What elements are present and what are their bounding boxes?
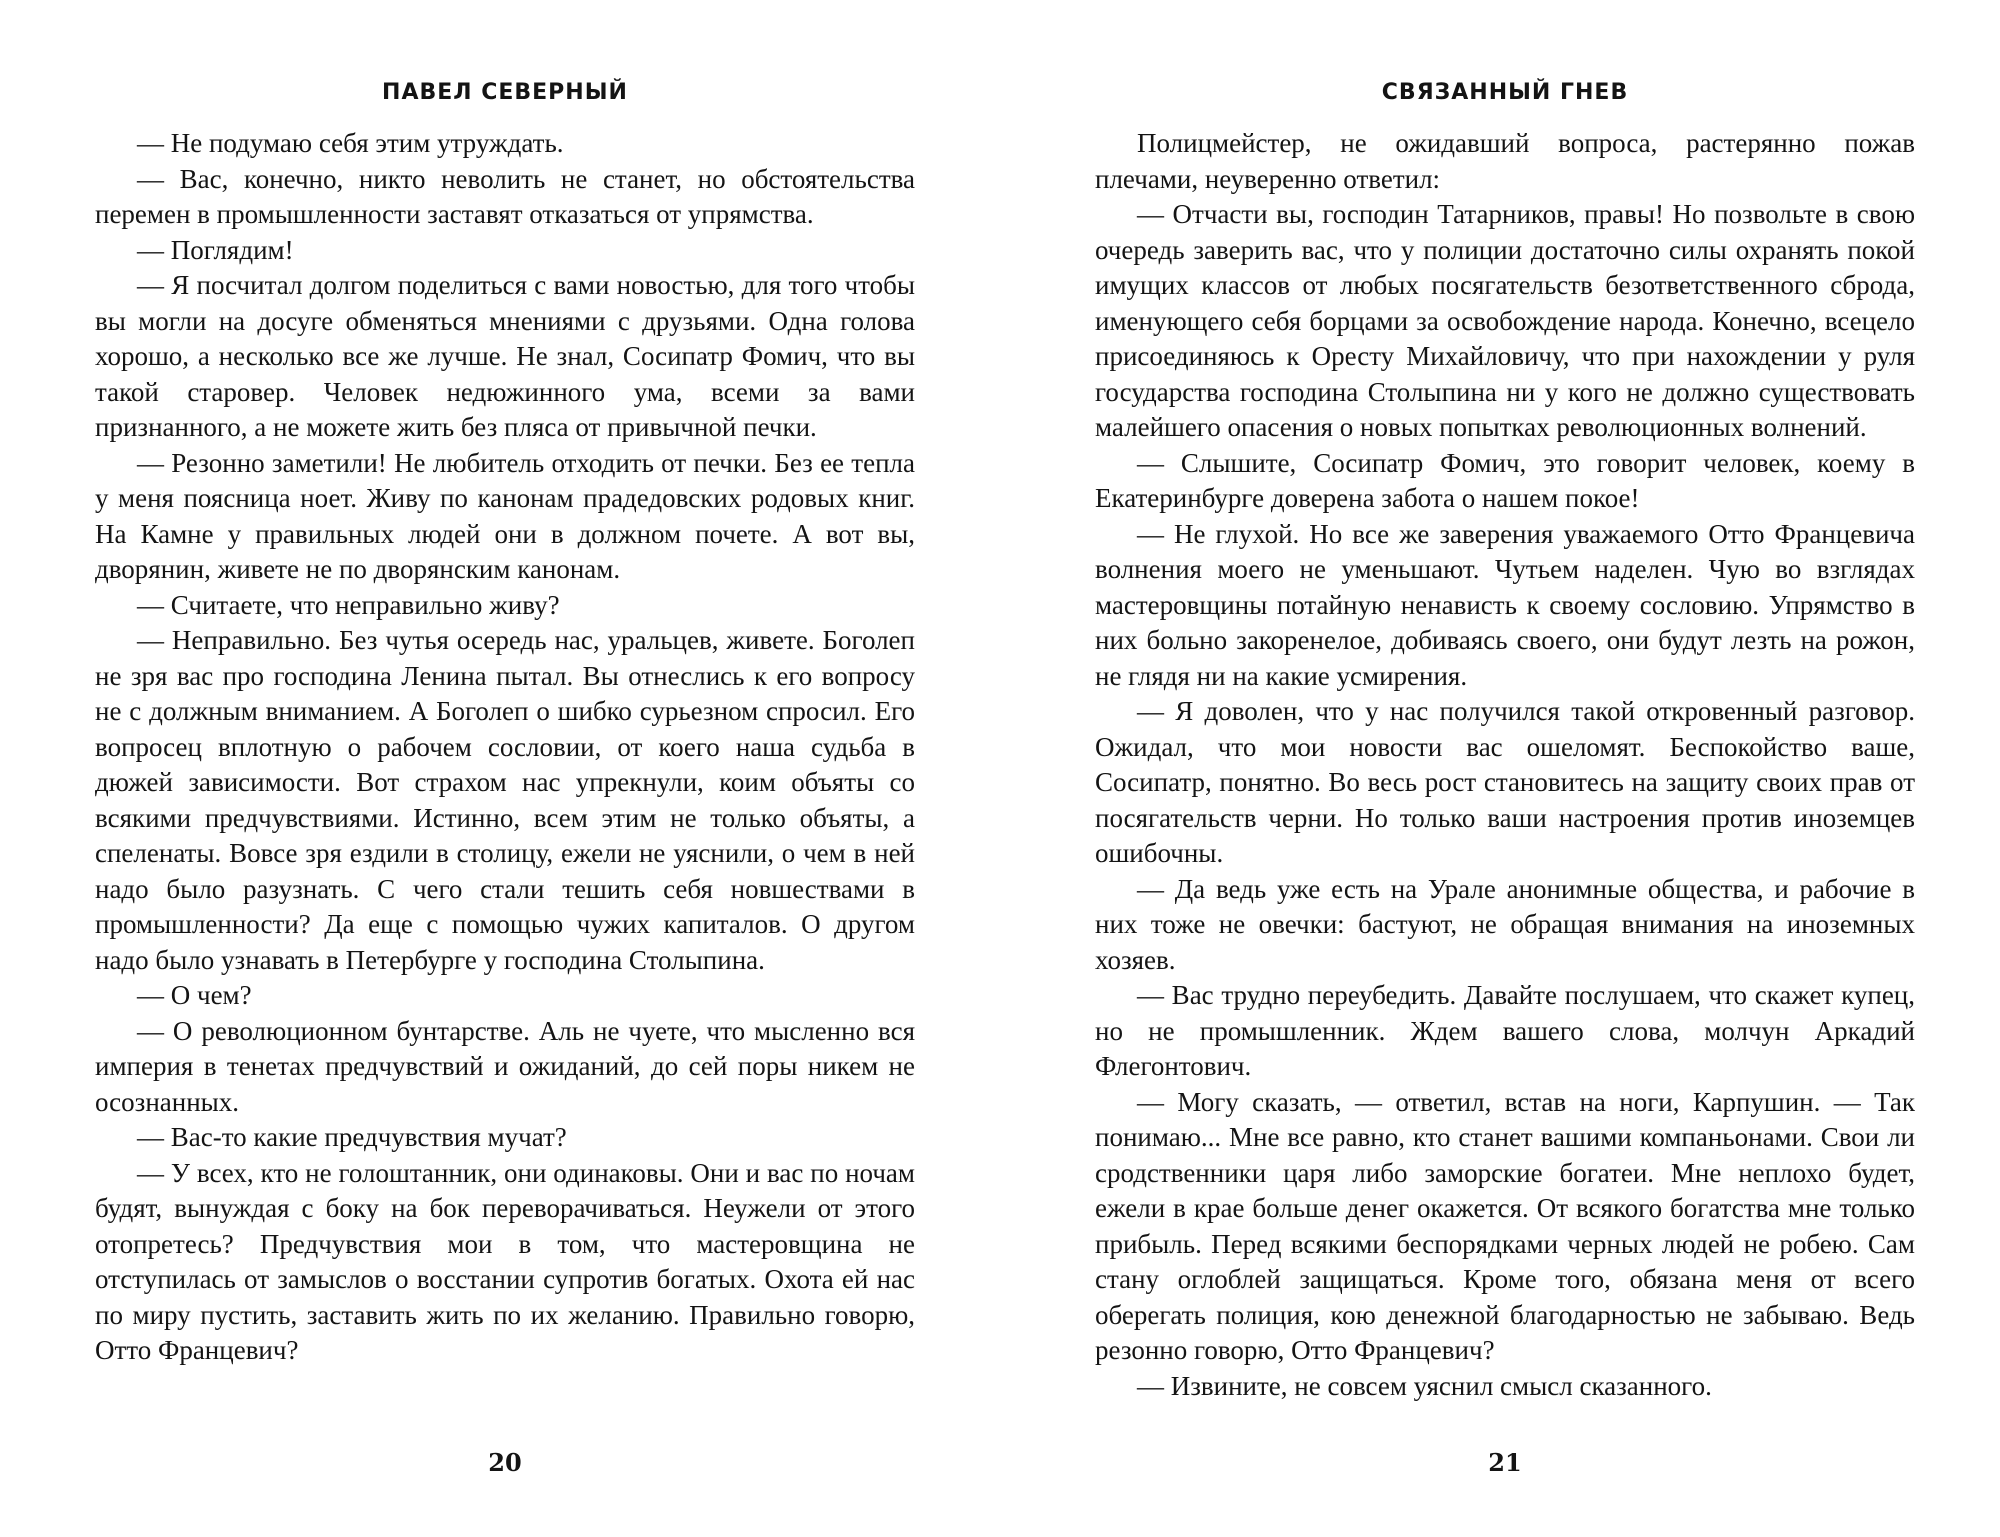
page-number: 20: [488, 1448, 522, 1477]
paragraph: — Отчасти вы, господин Татарников, правы! Но позвольте в свою очередь заверить вас, что у полиции достаточно силы охранять покой имущих классов от любых посягательств безответственного сброда, именующего себя борцами за освобождение народа. Конечно, всецело присоединяюсь к Оресту Михайловичу, что при нахождении у руля государства господина Столыпина ни у кого не должно существовать малейшего опасения о новых попытках революционных волнений.: [1095, 199, 1915, 442]
paragraph: — Могу сказать, — ответил, встав на ноги, Карпушин. — Так понимаю... Мне все равно, кто станет вашими компаньонами. Свои ли сродственники царя либо заморские богатеи. Мне неплохо будет, ежели в крае больше денег окажется. От всякого богатства мне только прибыль. Перед всякими беспорядками черных людей не робею. Сам стану оглоблей защищаться. Кроме того, обязана меня от всего оберегать полиция, кою денежной благодарностью не забываю. Ведь резонно говорю, Отто Францевич?: [1095, 1086, 1915, 1365]
running-head-author: ПАВЕЛ СЕВЕРНЫЙ: [382, 80, 628, 105]
paragraph: — Я посчитал долгом поделиться с вами новостью, для того чтобы вы могли на досуге обменяться мнениями с друзьями. Одна голова хорошо, а несколько все же лучше. Не знал, Сосипатр Фомич, что вы такой старовер. Человек недюжинного ума, всеми за вами признанного, а не можете жить без пляса от привычной печки.: [95, 270, 915, 442]
paragraph: — Считаете, что неправильно живу?: [137, 589, 560, 620]
page-number: 21: [1488, 1448, 1522, 1477]
paragraph: — Вас трудно переубедить. Давайте послушаем, что скажет купец, но не промышленник. Ждем вашего слова, молчун Аркадий Флегонтович.: [1095, 980, 1915, 1081]
paragraph: — Резонно заметили! Не любитель отходить от печки. Без ее тепла у меня поясница ноет. Живу по канонам прадедовских родовых книг. На Камне у правильных людей они в должном почете. А вот вы, дворянин, живете не по дворянским канонам.: [95, 447, 915, 584]
paragraph: — Вас-то какие предчувствия мучат?: [137, 1122, 567, 1152]
paragraph: Полицмейстер, не ожидавший вопроса, растерянно пожав плечами, неуверенно ответил:: [1095, 128, 1915, 194]
running-head-title: СВЯЗАННЫЙ ГНЕВ: [1381, 80, 1629, 105]
paragraph: — Поглядим!: [137, 234, 294, 265]
paragraph: — Я доволен, что у нас получился такой откровенный разговор. Ожидал, что мои новости вас ошеломят. Беспокойство ваше, Сосипатр, понятно. Во весь рост становитесь на защиту своих прав от посягательств черни. Но только ваши настроения против иноземцев ошибочны.: [1095, 696, 1915, 868]
paragraph: — Не глухой. Но все же заверения уважаемого Отто Францевича волнения моего не уменьшают. Чутьем наделен. Чую во взглядах мастеровщины потайную ненависть к своему сословию. Упрямство в них больно закоренелое, добиваясь своего, они будут лезть на рожон, не глядя ни на какие усмирения.: [1095, 518, 1915, 691]
paragraph: — Вас, конечно, никто неволить не станет, но обстоятельства перемен в промышленности заставят отказаться от упрямства.: [95, 163, 915, 229]
paragraph: — Неправильно. Без чутья осередь нас, уральцев, живете. Боголеп не зря вас про господина Ленина пытал. Вы отнеслись к его вопросу не с должным вниманием. А Боголеп о шибко сурьезном спросил. Его вопросец вплотную о рабочем сословии, от коего наша судьба в дюжей зависимости. Вот страхом нас упрекнули, коим объяты со всякими предчувствиями. Истинно, всем этим не только объяты, а спеленаты. Вовсе зря ездили в столицу, ежели не уяснили, о чем в ней надо было разузнать. С чего стали тешить себя новшествами в промышленности? Да еще с помощью чужих капиталов. О другом надо было узнавать в Петербурге у господина Столыпина.: [95, 625, 915, 975]
paragraph: — О революционном бунтарстве. Аль не чуете, что мысленно вся империя в тенетах предчувствий и ожиданий, до сей поры никем не осознанных.: [95, 1015, 915, 1117]
right-page-body: [1095, 126, 1915, 1404]
paragraph: — О чем?: [137, 980, 252, 1010]
paragraph: — Не подумаю себя этим утруждать.: [137, 128, 564, 158]
paragraph: — Извините, не совсем уяснил смысл сказанного.: [1137, 1370, 1712, 1401]
right-page: [1095, 0, 1915, 1537]
left-page-body: [95, 126, 915, 1369]
paragraph: — Слышите, Сосипатр Фомич, это говорит человек, коему в Екатеринбурге доверена забота о нашем покое!: [1095, 447, 1915, 513]
paragraph: — У всех, кто не голоштанник, они одинаковы. Они и вас по ночам будят, вынуждая с боку на бок переворачиваться. Неужели от этого отопретесь? Предчувствия мои в том, что мастеровщина не отступилась от замыслов о восстании супротив богатых. Охота ей нас по миру пустить, заставить жить по их желанию. Правильно говорю, Отто Францевич?: [95, 1157, 915, 1365]
left-page: [95, 0, 915, 1537]
paragraph: — Да ведь уже есть на Урале анонимные общества, и рабочие в них тоже не овечки: бастуют, не обращая внимания на иноземных хозяев.: [1095, 873, 1915, 975]
